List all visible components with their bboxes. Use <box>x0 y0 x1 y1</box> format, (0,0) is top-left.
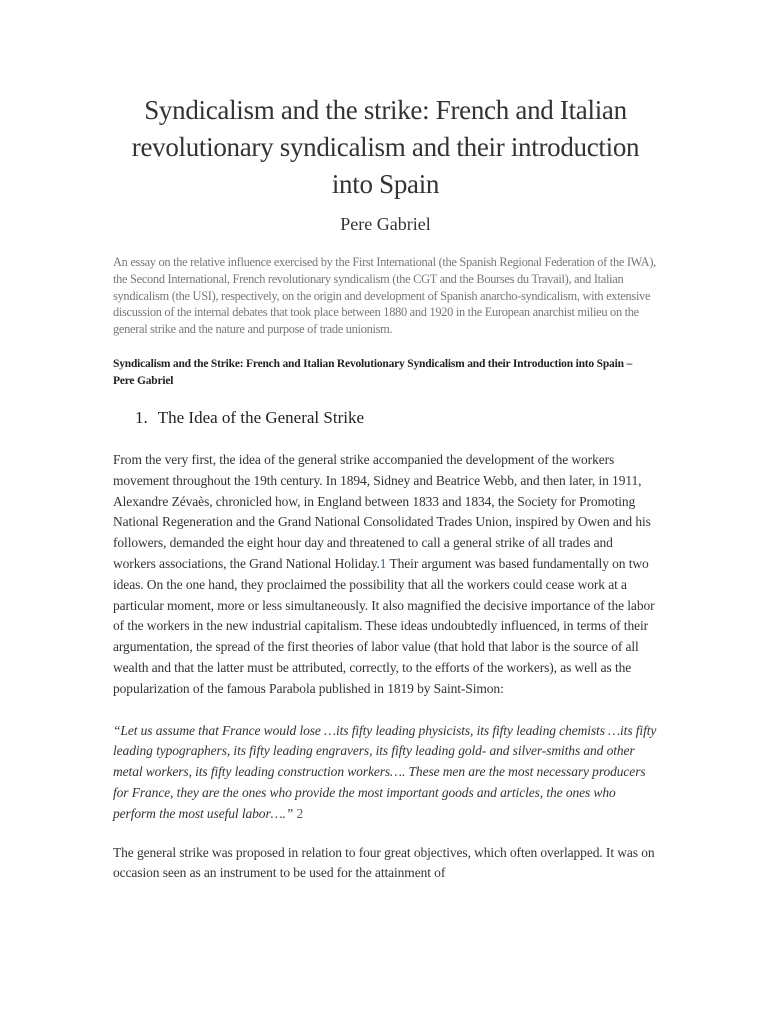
paragraph-1-part-a: From the very first, the idea of the general strike accompanied the development of the workers movement throughout the 19th century. In 1894, Sidney and Beatrice Webb, and then later, in 1911, Alexandre Zévaès, chronicled how, in England between 1833 and 1834, the Society for Promoting National Regeneration and the Grand National Consolidated Trades Union, inspired by Owen and his followers, demanded the eight hour day and threatened to call a general strike of all trades and workers associations, the Grand National Holiday. <box>113 451 651 571</box>
paragraph-2: The general strike was proposed in relation to four great objectives, which often overlapped. It was on occasion seen as an instrument to be used for the attainment of <box>113 844 655 881</box>
page-title: Syndicalism and the strike: French and Italian revolutionary syndicalism and their introduction into Spain <box>131 95 640 199</box>
block-quote <box>113 721 658 825</box>
section-heading <box>135 408 658 428</box>
footnote-link-1[interactable]: 1 <box>379 555 387 571</box>
section-title: The Idea of the General Strike <box>157 407 365 427</box>
paragraph-1-part-b: Their argument was based fundamentally on two ideas. On the one hand, they proclaimed the possibility that all the workers could cease work at a particular moment, more or less simultaneously. It also magnified the decisive importance of the labor of the workers in the new industrial capitalism. These ideas undoubtedly influenced, in terms of their argumentation, the spread of the first theories of labor value (that hold that labor is the source of all wealth and that the latter must be attributed, correctly, to the efforts of the workers), as well as the popularization of the famous Parabola published in 1819 by Saint-Simon: <box>113 555 655 696</box>
paragraph-1 <box>113 450 658 700</box>
quote-text: “Let us assume that France would lose …its fifty leading physicists, its fifty leading chemists …its fifty leading typographers, its fifty leading engravers, its fifty leading gold- and silver-smiths and other metal workers, its fifty leading construction workers…. These men are the most necessary producers for France, they are the ones who provide the most important goods and articles, the ones who perform the most useful labor….” <box>113 722 657 821</box>
footnote-link-2[interactable]: 2 <box>296 805 304 821</box>
section-number: 1. <box>135 407 148 427</box>
abstract: An essay on the relative influence exercised by the First International (the Spanish Regional Federation of the IWA), the Second International, French revolutionary syndicalism (the CGT and the Bourses du Travail), and Italian syndicalism (the USI), respectively, on the origin and development of Spanish anarcho-syndicalism, with extensive discussion of the internal debates that took place between 1880 and 1920 in the European anarchist milieu on the general strike and the nature and purpose of trade unionism. <box>113 255 656 337</box>
bold-subheading: Syndicalism and the Strike: French and Italian Revolutionary Syndicalism and their Introduction into Spain – Pere Gabriel <box>113 357 632 388</box>
author-name: Pere Gabriel <box>340 214 431 234</box>
